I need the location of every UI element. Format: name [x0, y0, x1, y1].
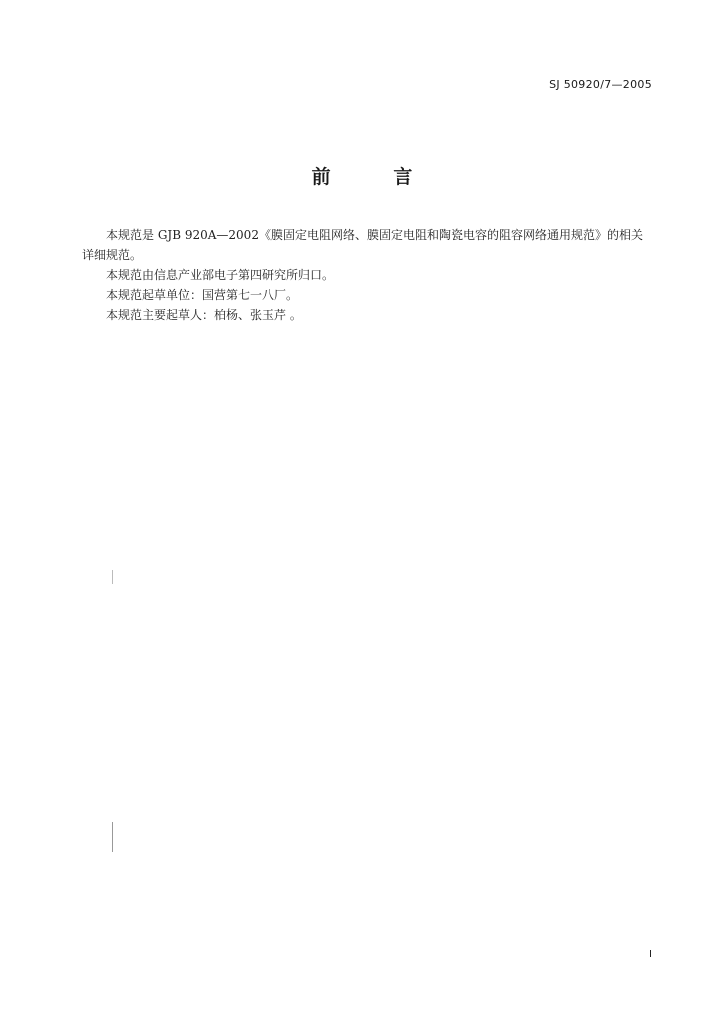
title-char-1: 前 [311, 166, 331, 188]
scan-artifact [112, 822, 113, 852]
page-number: I [649, 949, 652, 960]
paragraph-drafters: 本规范主要起草人：柏杨、张玉芹 。 [106, 308, 302, 322]
scan-artifact [112, 570, 113, 584]
paragraph-scope: 本规范是 GJB 920A—2002《膜固定电阻网络、膜固定电阻和陶瓷电容的阻容网络通用规范》的相关详细规范。 [82, 228, 643, 262]
paragraph-responsible-unit: 本规范由信息产业部电子第四研究所归口。 [106, 268, 335, 282]
title-char-2: 言 [393, 166, 413, 188]
document-code: SJ 50920/7—2005 [549, 78, 652, 91]
paragraph-drafting-unit: 本规范起草单位：国营第七一八厂。 [106, 288, 299, 302]
foreword-body [82, 225, 654, 325]
page-title [0, 162, 724, 189]
